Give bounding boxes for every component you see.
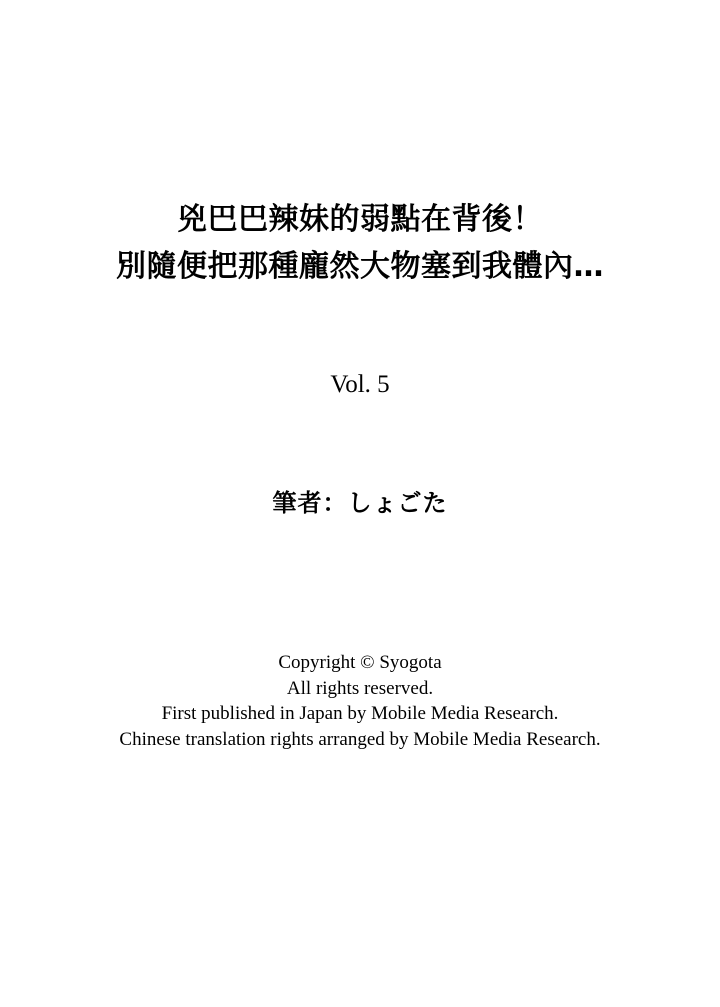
copyright-line-1: Copyright © Syogota bbox=[278, 652, 442, 673]
volume-label bbox=[0, 370, 720, 400]
title-line-1: 兇巴巴辣妹的弱點在背後！ bbox=[177, 202, 543, 237]
author-credit bbox=[0, 486, 720, 520]
copyright-line-2: All rights reserved. bbox=[286, 677, 434, 699]
copyright-line-3: First published in Japan by Mobile Media Research. bbox=[161, 703, 559, 724]
page-title bbox=[0, 196, 720, 290]
title-line-2: 別隨便把那種龐然大物塞到我體內… bbox=[116, 249, 604, 284]
volume-text: Vol. 5 bbox=[330, 371, 390, 398]
author-text: 筆者：しょごた bbox=[272, 489, 448, 517]
copyright-line-4: Chinese translation rights arranged by Mobile Media Research. bbox=[119, 728, 601, 750]
copyright-notice bbox=[0, 650, 720, 752]
